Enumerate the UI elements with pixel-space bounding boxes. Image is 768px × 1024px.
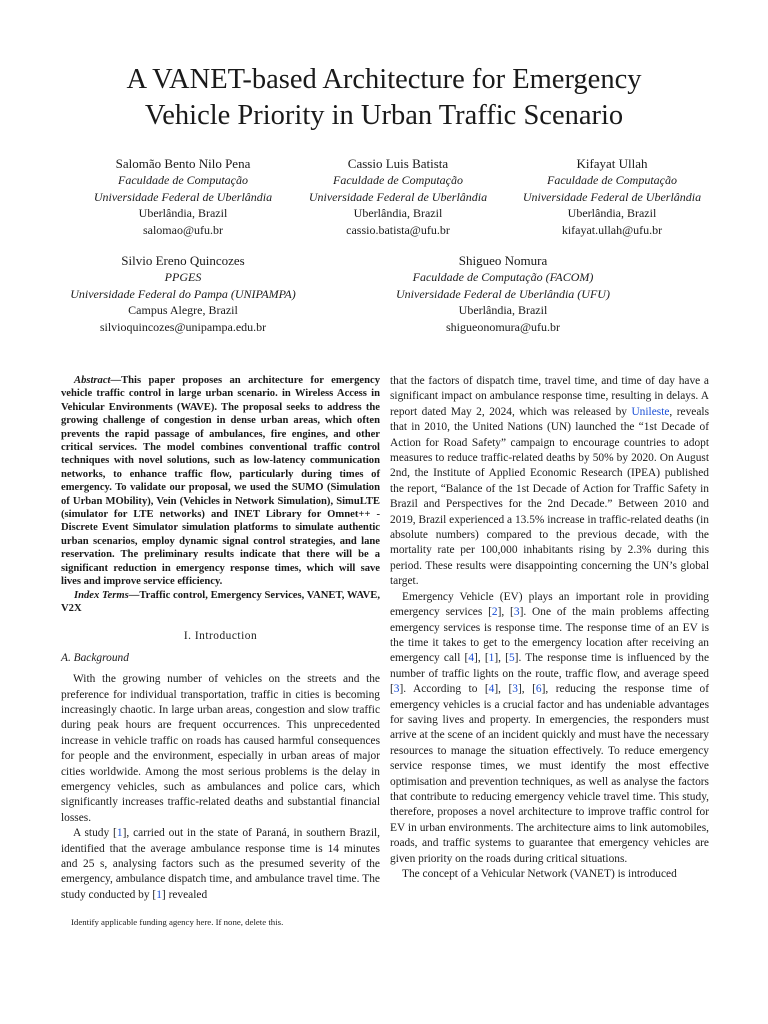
citation-link[interactable]: 2 (491, 606, 498, 619)
text-run: ], [ (474, 652, 489, 665)
author-block-1 (85, 155, 281, 238)
paragraph (390, 374, 709, 590)
author-org: Universidade Federal de Uberlândia (522, 189, 702, 204)
author-dept: Faculdade de Computação (FACOM) (412, 270, 594, 284)
text-run: that the factors of dispatch time, travel time, and time of day have a significant impact on ambulance response time, resulting in delays. A report dated May 2, 2024, which was released by (390, 375, 709, 418)
paragraph: With the growing number of vehicles on the streets and the preference for individual transportation, traffic in cities is becoming increasingly chaotic. In large urban areas, congestion and slow traffic during peak hours are frequent occurrences. This unprecedented increase in vehicle traffic on roads has caused harmful consequences for people and the environment, especially in urban areas of major cities worldwide. Among the most serious problems is the delay in emergency vehicles, such as ambulances and police cars, which significantly increases traffic-related deaths and substantial financial losses. (61, 673, 380, 824)
index-terms-lead: Index Terms (74, 589, 129, 601)
author-block-3 (514, 155, 710, 238)
author-email: silvioquincozes@unipampa.edu.br (99, 319, 267, 334)
author-block-5 (384, 252, 622, 335)
text-run: ]. The response time is influenced by the number of traffic lights on the route, traffic flow, and average speed [ (390, 652, 710, 696)
citation-link[interactable]: 1 (488, 652, 495, 665)
index-terms (61, 589, 380, 616)
abstract-text: —This paper proposes an architecture for emergency vehicle traffic control in large urban scenario. in Wireless Access in Vehicular Environments (WAVE). The proposal seeks to address the growing challenge of congestion in dense urban areas, which often prevents the rapid passage of ambulances, fire engines, and other critical services. The model combines conventional traffic control techniques with novel solutions, such as low-latency communication networks, to enhance traffic flow, particularly during times of emergency. To validate our proposal, we used the SUMO (Simulation of Urban MObility), Vein (Vehicles in Network Simulation), SimuLTE (simulator for LTE networks) and INET Library for Omnet++ - Discrete Event Simulator simulation platforms to simulate authentic urban scenarios, employ dynamic signal control strategies, and lane reservation. The preliminary results indicate that there will be a significant reduction in emergency response times, which will save lives and improve service efficiency. (61, 375, 380, 588)
subsection-heading: A. Background (61, 651, 129, 664)
author-dept: Faculdade de Computação (118, 173, 248, 187)
author-email: kifayat.ullah@ufu.br (561, 222, 663, 237)
author-name: Salomão Bento Nilo Pena (115, 156, 251, 171)
author-org: Universidade Federal de Uberlândia (93, 189, 273, 204)
citation-link[interactable]: 6 (535, 683, 542, 696)
author-city: Uberlândia, Brazil (458, 303, 548, 317)
author-email: cassio.batista@ufu.br (346, 222, 450, 237)
author-name: Shigueo Nomura (458, 253, 548, 268)
title-line-2: Vehicle Priority in Urban Traffic Scenario (144, 100, 624, 131)
author-city: Uberlândia, Brazil (138, 206, 228, 220)
author-city: Uberlândia, Brazil (567, 206, 657, 220)
author-name: Kifayat Ullah (576, 156, 648, 171)
text-run: , reveals that in 2010, the United Nations (UN) launched the “1st Decade of Action for Road Safety” campaign to encourage countries to adopt measures to reduce traffic-related deaths by 50% by 2020. On August 2nd, the Institute of Applied Economic Research (IPEA) published the report, “Balance of the 1st Decade of Action for Traffic Safety in Brazil and Perspectives for the 2nd Decade.” Between 2010 and 2019, Brazil experienced a 13.5% increase in traffic-related deaths (in absolute numbers) compared to the previous decade, with the mortality rate per 100,000 inhabitants rising by 2.3% during this period. These results were disappointing concerning the UN’s global target. (390, 405, 709, 588)
author-dept: Faculdade de Computação (333, 173, 463, 187)
text-run: ], [ (494, 652, 509, 665)
left-column (61, 374, 380, 903)
author-dept: PPGES (164, 270, 202, 284)
section-heading: I. Introduction (183, 630, 258, 643)
abstract (61, 374, 380, 589)
author-org: Universidade Federal de Uberlândia (308, 189, 488, 204)
author-org: Universidade Federal do Pampa (UNIPAMPA) (70, 286, 296, 301)
citation-link[interactable]: 4 (488, 683, 495, 696)
text-run: A study [ (73, 827, 117, 840)
paper-title (40, 62, 728, 134)
text-run: ]. One of the main problems affecting emergency services is response time. The response time of an EV is the time it takes to get to the emergency location after receiving an emergency call [ (390, 606, 709, 665)
right-column (390, 374, 709, 882)
author-name: Silvio Ereno Quincozes (121, 253, 245, 268)
paragraph (390, 590, 709, 867)
citation-link[interactable]: 5 (508, 652, 515, 665)
text-run: ], [ (497, 606, 514, 619)
author-block-2 (298, 155, 498, 238)
author-name: Cassio Luis Batista (347, 156, 449, 171)
text-run: ]. According to [ (399, 683, 489, 696)
paragraph: The concept of a Vehicular Network (VANET) is introduced (402, 868, 677, 880)
text-run: ], [ (518, 683, 536, 696)
author-city: Campus Alegre, Brazil (128, 303, 238, 317)
unileste-link[interactable]: Unileste (631, 405, 670, 418)
index-terms-text: —Traffic control, Emergency Services, VANET, WAVE, V2X (61, 589, 380, 614)
text-run: Emergency Vehicle (EV) plays an important role in providing emergency services [ (390, 590, 709, 619)
citation-link[interactable]: 4 (468, 652, 475, 665)
text-run: ], reducing the response time of emergency vehicles is a crucial factor and has undeniable advantages for saving lives and property. In emergencies, the responders must arrive at the scene of an incident quickly and must have the necessary resources to manage the situation effectively. To reduce emergency service response times, we must identify the most effective optimisation and prevention techniques, as well as analyse the factors that contribute to reducing emergency vehicle travel time. This study, therefore, proposes a novel architecture to improve traffic control for EV in urban environments. The architecture aims to link automobiles, roads, and traffic systems to guarantee that emergency vehicles are given priority on the roads during critical situations. (390, 683, 709, 865)
citation-link[interactable]: 1 (156, 888, 162, 901)
text-run: ] revealed (161, 888, 208, 901)
text-run: ], [ (494, 683, 513, 696)
author-city: Uberlândia, Brazil (353, 206, 443, 220)
footnote: Identify applicable funding agency here. If none, delete this. (71, 917, 284, 927)
citation-link[interactable]: 1 (116, 827, 123, 840)
author-email: salomao@ufu.br (142, 222, 224, 237)
citation-link[interactable]: 3 (512, 683, 518, 696)
abstract-lead: Abstract (74, 375, 111, 386)
author-email: shigueonomura@ufu.br (445, 319, 561, 334)
citation-link[interactable]: 3 (393, 683, 400, 696)
author-dept: Faculdade de Computação (547, 173, 677, 187)
author-block-4 (58, 252, 308, 335)
author-org: Universidade Federal de Uberlândia (UFU) (396, 286, 610, 301)
text-run: ], carried out in the state of Paraná, in southern Brazil, identified that the average ambulance response time is 14 minutes and 25 s, analysing factors such as the presumed severity of the emergency, ambulance dispatch time, and ambulance travel time. The study conducted by [ (61, 827, 380, 901)
title-line-1: A VANET-based Architecture for Emergency (126, 64, 642, 95)
citation-link[interactable]: 3 (513, 606, 520, 619)
paragraph (61, 826, 380, 903)
